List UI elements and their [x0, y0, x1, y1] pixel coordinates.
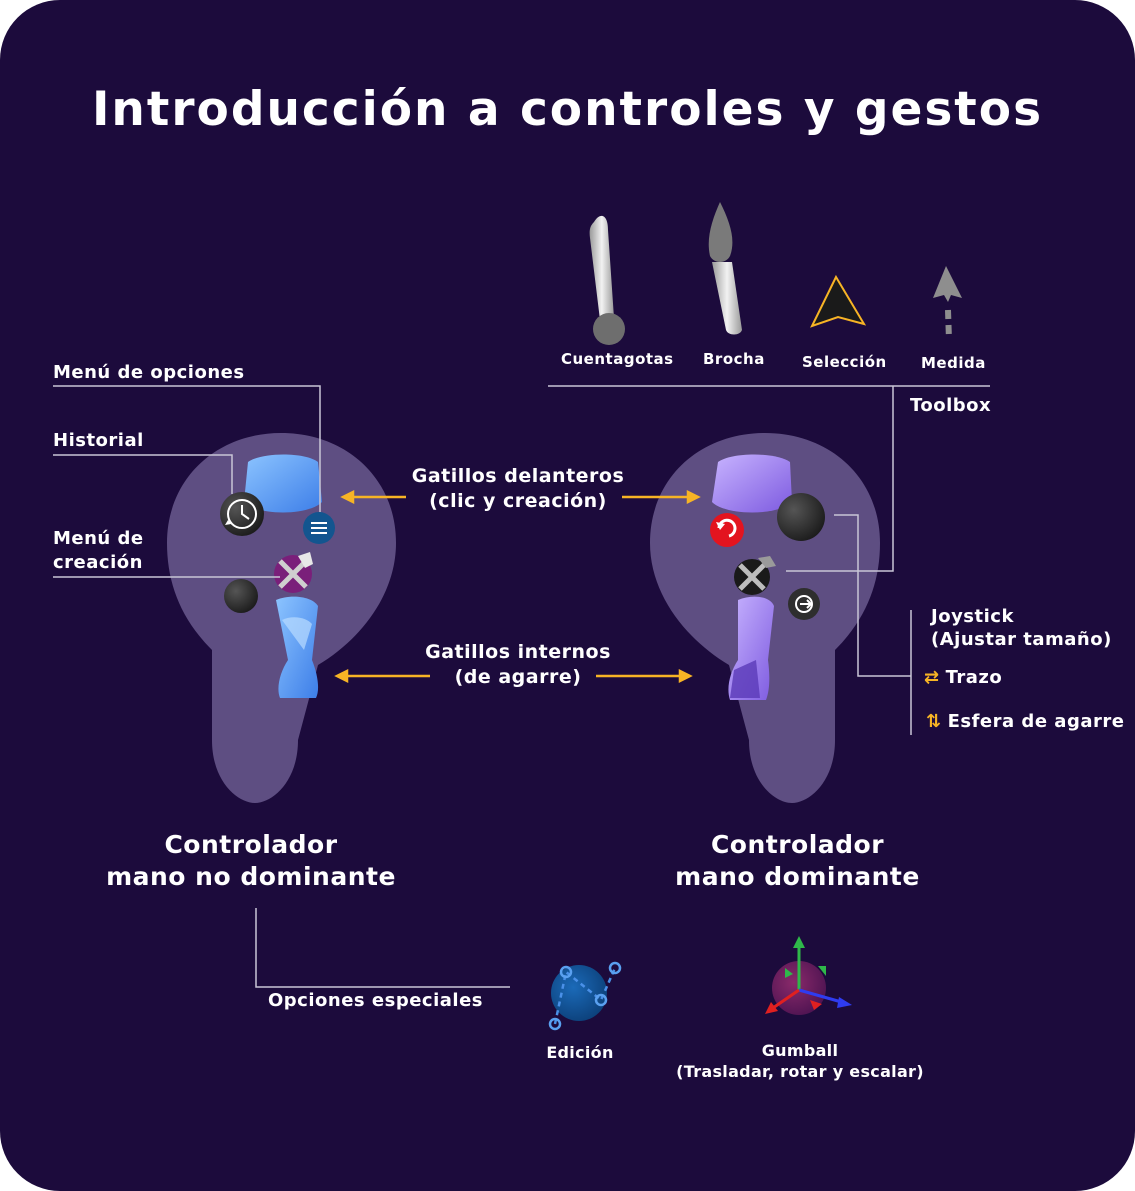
- page-title: Introducción a controles y gestos: [91, 82, 1044, 137]
- inner-triggers-line1: Gatillos internos: [425, 641, 611, 663]
- grab-sphere-label-text: Esfera de agarre: [947, 711, 1125, 732]
- leader-special-options: [256, 908, 510, 987]
- left-controller-title: [96, 829, 406, 893]
- creation-menu-label-line2: creación: [53, 552, 143, 573]
- history-label: Historial: [53, 430, 144, 451]
- horizontal-arrows-icon: ⇄: [924, 667, 940, 688]
- left-controller-title-line1: Controlador: [164, 830, 338, 859]
- joystick-label-line1: Joystick: [931, 606, 1014, 627]
- options-menu-label: Menú de opciones: [53, 362, 245, 383]
- left-thumbstick[interactable]: [224, 579, 258, 613]
- gumball-label-line1: Gumball: [761, 1041, 839, 1060]
- exit-button[interactable]: [788, 588, 820, 620]
- creation-menu-label-line1: Menú de: [53, 528, 144, 549]
- edit-label: Edición: [546, 1043, 614, 1062]
- inner-triggers-label: [398, 640, 638, 690]
- eyedropper-icon: [590, 216, 625, 345]
- special-options-label: Opciones especiales: [268, 990, 483, 1011]
- options-menu-button[interactable]: [303, 512, 335, 544]
- tool-label-eyedropper: Cuentagotas: [561, 350, 674, 368]
- stroke-label: [924, 667, 1002, 688]
- inner-triggers-line2: (de agarre): [454, 666, 582, 688]
- front-triggers-line2: (clic y creación): [429, 490, 607, 512]
- undo-button[interactable]: [710, 513, 744, 547]
- vertical-arrows-icon: ⇅: [926, 711, 942, 732]
- gumball-label: [660, 1040, 940, 1082]
- joystick-label-line2: (Ajustar tamaño): [931, 629, 1112, 650]
- selection-arrow-icon: [812, 277, 864, 326]
- gumball-icon: [765, 936, 852, 1015]
- left-controller-title-line2: mano no dominante: [106, 862, 396, 891]
- right-joystick[interactable]: [777, 493, 825, 541]
- front-triggers-label: [398, 464, 638, 514]
- brush-icon: [709, 202, 742, 335]
- history-button[interactable]: [220, 492, 264, 536]
- edit-icon: [550, 963, 620, 1029]
- gumball-label-line2: (Trasladar, rotar y escalar): [676, 1062, 924, 1081]
- tool-label-measure: Medida: [921, 354, 986, 372]
- stroke-label-text: Trazo: [945, 667, 1003, 688]
- tool-label-selection: Selección: [802, 353, 887, 371]
- right-controller-title: [645, 829, 950, 893]
- right-controller-title-line2: mano dominante: [675, 862, 920, 891]
- measure-icon: [933, 266, 962, 340]
- front-triggers-line1: Gatillos delanteros: [411, 465, 625, 487]
- toolbox-label: Toolbox: [910, 395, 992, 416]
- tool-label-brush: Brocha: [703, 350, 765, 368]
- right-controller-title-line1: Controlador: [710, 830, 885, 859]
- grab-sphere-label: [926, 711, 1124, 732]
